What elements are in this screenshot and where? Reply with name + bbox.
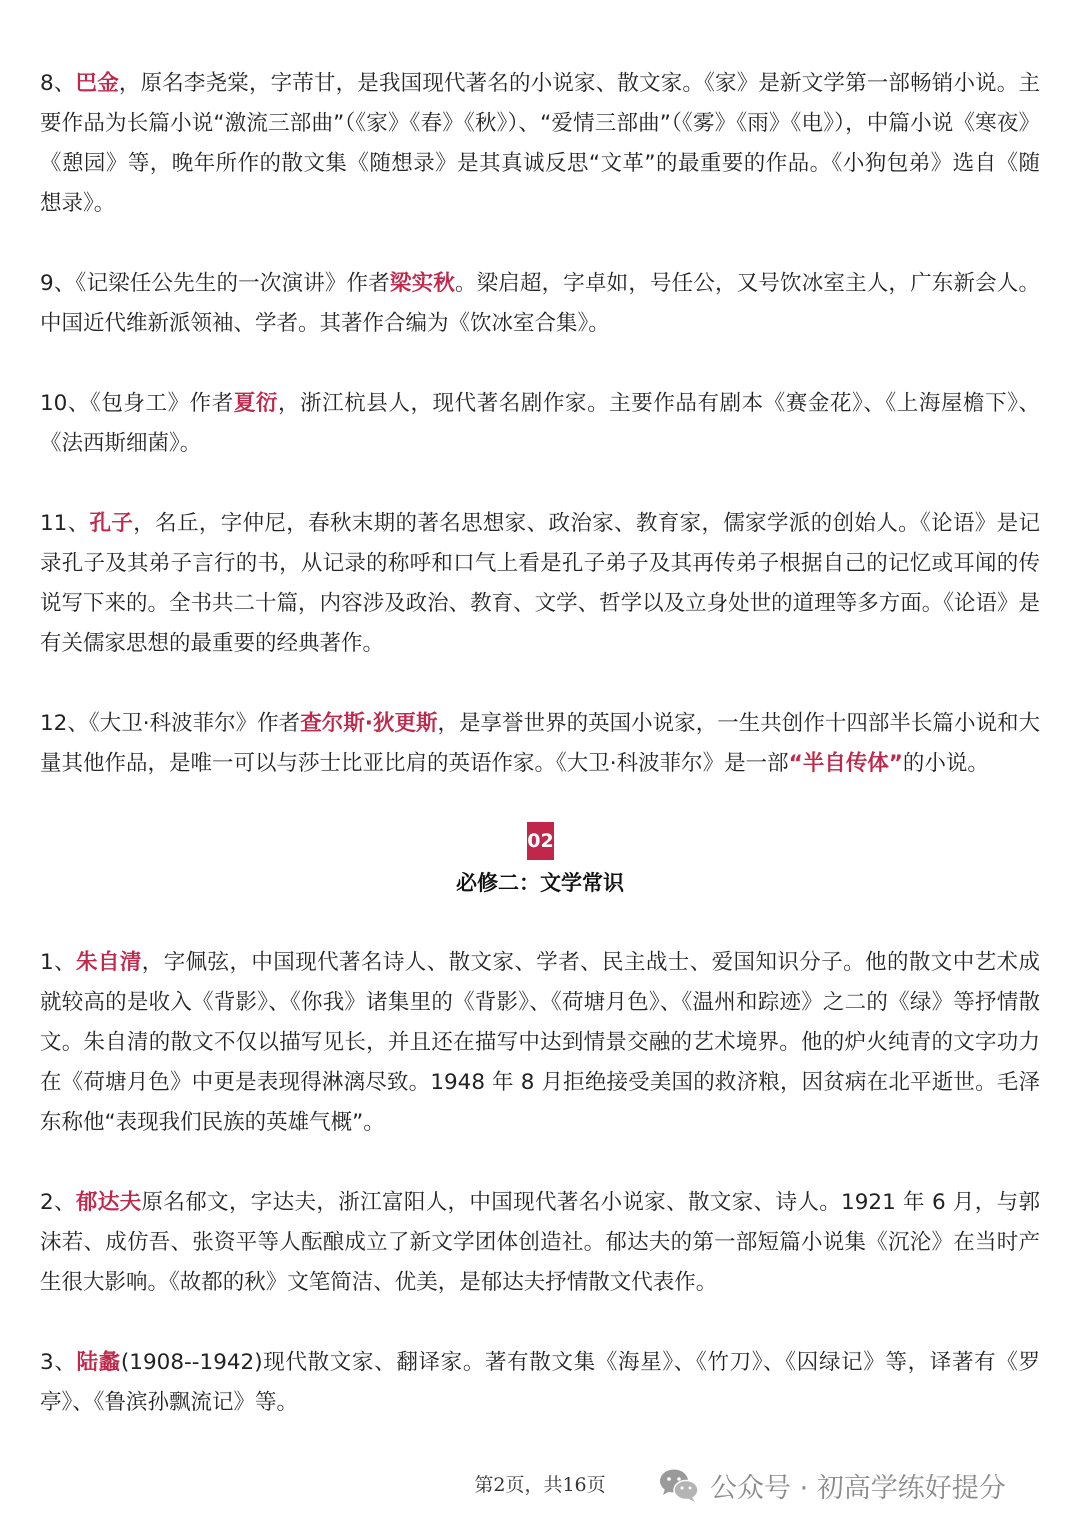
entry-text: ，名丘，字仲尼，春秋末期的著名思想家、政治家、教育家，儒家学派的创始人。《论语》是记录孔子及其弟子言行的书，从记录的称呼和口气上看是孔子弟子及其再传弟子根据自己的记忆或耳闻的传说写下来的。全书共二十篇，内容涉及政治、教育、文学、哲学以及立身处世的道理等多方面。《论语》是有关儒家思想的最重要的经典著作。 <box>40 511 1041 656</box>
author-name: 陆蠡 <box>76 1350 121 1375</box>
entry-10 <box>40 384 1040 464</box>
wechat-icon <box>658 1467 700 1503</box>
entry-prefix: 《记梁任公先生的一次演讲》作者 <box>75 271 390 296</box>
entry-11 <box>40 504 1040 664</box>
entry-prefix: 《大卫·科波菲尔》作者 <box>88 711 301 736</box>
entry-number: 11、 <box>40 511 90 536</box>
entry-8 <box>40 64 1040 224</box>
author-name: 夏衍 <box>233 391 278 416</box>
author-name: 郁达夫 <box>75 1190 142 1215</box>
entry-text: ，字佩弦，中国现代著名诗人、散文家、学者、民主战士、爱国知识分子。他的散文中艺术成就较高的是收入《背影》、《你我》诸集里的《背影》、《荷塘月色》、《温州和踪迹》之二的《绿》等抒情散文。朱自清的散文不仅以描写见长，并且还在描写中达到情景交融的艺术境界。他的炉火纯青的文字功力在《荷塘月色》中更是表现得淋漓尽致。1948 年 8 月拒绝接受美国的救济粮，因贫病在北平逝世。毛泽东称他“表现我们民族的英雄气概”。 <box>40 950 1040 1135</box>
entry-number: 8、 <box>40 71 76 96</box>
entry-number: 12、 <box>40 711 89 736</box>
highlight-term: “半自传体” <box>788 751 903 776</box>
entry-text: ，浙江杭县人，现代著名剧作家。主要作品有剧本《赛金花》、《上海屋檐下》、《法西斯细菌》。 <box>40 391 1040 456</box>
entry-number: 2、 <box>40 1190 76 1215</box>
entry-prefix: 《包身工》作者 <box>90 391 234 416</box>
entry-9 <box>40 264 1040 344</box>
entry-text: 原名郁文，字达夫，浙江富阳人，中国现代著名小说家、散文家、诗人。1921 年 6 月，与郭沫若、成仿吾、张资平等人酝酿成立了新文学团体创造社。郁达夫的第一部短篇小说集《沉沦》在当时产生很大影响。《故都的秋》文笔简洁、优美，是郁达夫抒情散文代表作。 <box>40 1190 1040 1295</box>
entry-12 <box>40 704 1040 784</box>
entry-number: 3、 <box>40 1350 77 1375</box>
entry-tail: 的小说。 <box>902 751 989 776</box>
entry-number: 1、 <box>40 950 77 975</box>
entry-text: (1908--1942)现代散文家、翻译家。著有散文集《海星》、《竹刀》、《囚绿记》等，译著有《罗亭》、《鲁滨孙飘流记》等。 <box>40 1350 1040 1415</box>
page-number: 第2页，共16页 <box>474 1474 606 1496</box>
entry-s2-2 <box>40 1183 1040 1303</box>
wechat-account-name: 公众号 · 初高学练好提分 <box>710 1472 1006 1504</box>
wechat-brand <box>658 1462 1006 1508</box>
section-number-badge: 02 <box>527 822 554 860</box>
entry-number: 10、 <box>40 391 91 416</box>
entry-s2-3 <box>40 1343 1040 1423</box>
author-name: 查尔斯·狄更斯 <box>300 711 438 736</box>
entry-text: 。梁启超，字卓如，号任公，又号饮冰室主人，广东新会人。中国近代维新派领袖、学者。其著作合编为《饮冰室合集》。 <box>40 271 1040 336</box>
entry-s2-1 <box>40 943 1040 1143</box>
author-name: 孔子 <box>89 511 134 536</box>
entry-text: ，是享誉世界的英国小说家，一生共创作十四部半长篇小说和大量其他作品，是唯一可以与莎士比亚比肩的英语作家。《大卫·科波菲尔》是一部 <box>40 711 1040 776</box>
section-title: 必修二：文学常识 <box>456 871 624 895</box>
author-name: 巴金 <box>75 71 119 96</box>
entry-number: 9、 <box>40 271 76 296</box>
author-name: 朱自清 <box>76 950 142 975</box>
entry-text: ，原名李尧棠，字芾甘，是我国现代著名的小说家、散文家。《家》是新文学第一部畅销小说。主要作品为长篇小说“激流三部曲”（《家》《春》《秋》）、“爱情三部曲”（《雾》《雨》《电》），中篇小说《寒夜》《憩园》等，晚年所作的散文集《随想录》是其真诚反思“文革”的最重要的作品。《小狗包弟》选自《随想录》。 <box>40 71 1040 216</box>
author-name: 梁实秋 <box>389 271 455 296</box>
